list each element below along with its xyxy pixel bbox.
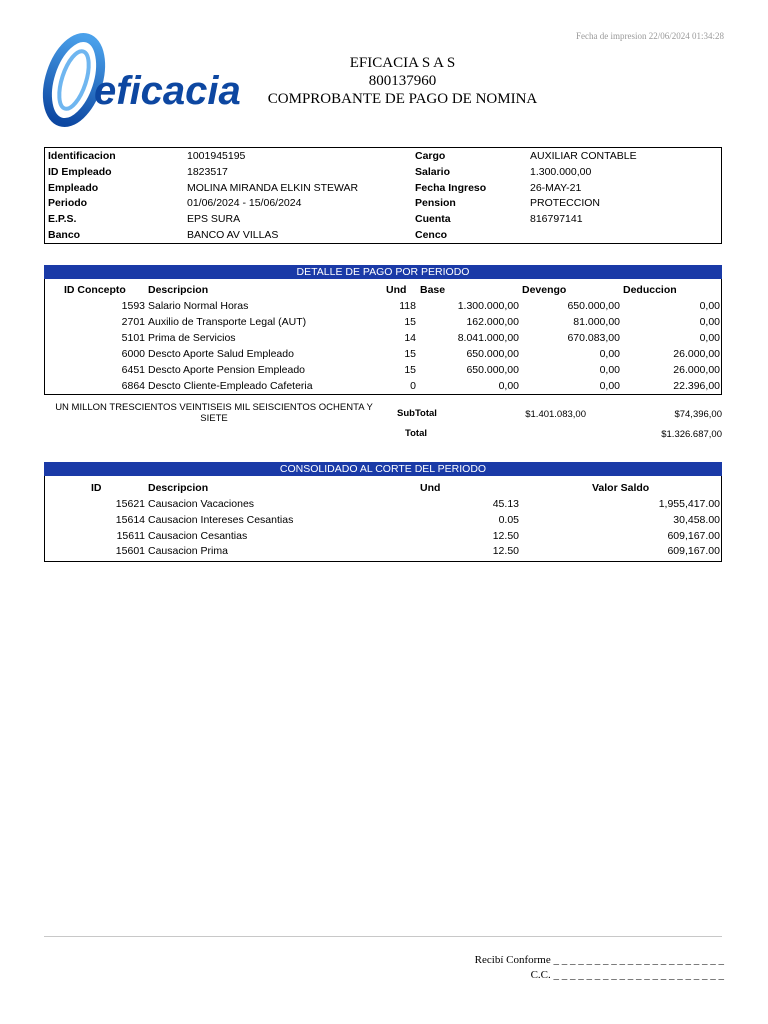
detail-section-header: DETALLE DE PAGO POR PERIODO <box>44 265 722 279</box>
table-row <box>45 314 721 330</box>
col-header-id: ID <box>91 482 102 494</box>
col-header-id: ID Concepto <box>64 284 126 296</box>
signature-cc-line: C.C. _ _ _ _ _ _ _ _ _ _ _ _ _ _ _ _ _ _ _ _ _ <box>530 969 724 981</box>
info-value: 816797141 <box>530 213 583 225</box>
cell-id: 15621 <box>115 498 145 510</box>
cell-deduccion: 26.000,00 <box>673 348 720 360</box>
subtotal-devengo: $1.401.083,00 <box>525 409 586 420</box>
total-value: $1.326.687,00 <box>661 429 722 440</box>
info-row <box>45 180 721 196</box>
info-label: Identificacion <box>48 150 116 162</box>
cell-id: 15614 <box>115 514 145 526</box>
col-header-valor-saldo: Valor Saldo <box>592 482 650 494</box>
col-header-und: Und <box>420 482 441 494</box>
cell-devengo: 0,00 <box>599 380 620 392</box>
info-value: BANCO AV VILLAS <box>187 229 279 241</box>
cell-desc: Descto Aporte Salud Empleado <box>148 348 294 360</box>
cell-id: 15611 <box>116 530 145 542</box>
cell-desc: Descto Aporte Pension Empleado <box>148 364 306 376</box>
cell-und: 0 <box>410 380 416 392</box>
company-nit: 800137960 <box>368 73 437 89</box>
amount-in-words: UN MILLON TRESCIENTOS VEINTISEIS MIL SEISCIENTOS OCHENTA Y SIETE <box>55 402 373 424</box>
col-header-devengo: Devengo <box>522 284 567 296</box>
table-row <box>45 362 721 378</box>
cell-deduccion: 26.000,00 <box>673 364 720 376</box>
info-row <box>45 148 721 164</box>
print-date: Fecha de impresion 22/06/2024 01:34:28 <box>576 31 724 41</box>
info-label: Cuenta <box>415 213 451 225</box>
cell-id: 2701 <box>121 316 145 328</box>
info-value: EPS SURA <box>187 213 241 225</box>
table-row <box>45 496 721 512</box>
employee-info-box <box>44 147 722 244</box>
cell-desc: Causacion Cesantias <box>148 530 248 542</box>
cell-base: 162.000,00 <box>466 316 519 328</box>
cell-und: 45.13 <box>492 498 519 510</box>
cell-valor-saldo: 609,167.00 <box>667 545 720 557</box>
cell-base: 650.000,00 <box>466 348 519 360</box>
cell-deduccion: 0,00 <box>699 332 720 344</box>
cell-und: 0.05 <box>498 514 519 526</box>
cell-devengo: 670.083,00 <box>567 332 620 344</box>
cell-und: 12.50 <box>492 530 519 542</box>
cell-und: 12.50 <box>492 545 519 557</box>
cell-id: 1593 <box>121 300 145 312</box>
cell-desc: Causacion Prima <box>148 545 228 557</box>
cell-valor-saldo: 1,955,417.00 <box>658 498 720 510</box>
cell-valor-saldo: 30,458.00 <box>673 514 720 526</box>
cell-base: 0,00 <box>498 380 519 392</box>
cell-id: 6451 <box>121 364 145 376</box>
info-value: 1001945195 <box>187 150 246 162</box>
cell-und: 15 <box>404 364 416 376</box>
cell-devengo: 81.000,00 <box>573 316 620 328</box>
cell-devengo: 0,00 <box>599 364 620 376</box>
info-label: Periodo <box>48 197 88 209</box>
total-label: Total <box>405 428 427 439</box>
table-row <box>45 346 721 362</box>
table-row <box>45 378 721 394</box>
info-label: Banco <box>48 229 81 241</box>
table-row <box>45 528 721 544</box>
cell-und: 118 <box>399 300 416 312</box>
document-title: COMPROBANTE DE PAGO DE NOMINA <box>267 91 538 107</box>
cell-base: 1.300.000,00 <box>457 300 519 312</box>
cell-deduccion: 0,00 <box>699 300 720 312</box>
cell-desc: Causacion Intereses Cesantias <box>148 514 294 526</box>
info-value: 1823517 <box>187 166 228 178</box>
info-value: 26-MAY-21 <box>530 182 582 194</box>
info-value: PROTECCION <box>530 197 601 209</box>
subtotal-label: SubTotal <box>397 408 437 419</box>
cell-base: 650.000,00 <box>466 364 519 376</box>
table-row <box>45 330 721 346</box>
cell-base: 8.041.000,00 <box>457 332 519 344</box>
info-row <box>45 211 721 227</box>
cell-und: 15 <box>404 316 416 328</box>
cell-id: 15601 <box>115 545 145 557</box>
cell-id: 6864 <box>121 380 145 392</box>
table-row <box>45 298 721 314</box>
detail-header-row <box>45 282 721 298</box>
cell-id: 6000 <box>121 348 145 360</box>
cell-valor-saldo: 609,167.00 <box>667 530 720 542</box>
cell-desc: Causacion Vacaciones <box>148 498 255 510</box>
table-row <box>45 512 721 528</box>
cell-und: 15 <box>404 348 416 360</box>
info-value: MOLINA MIRANDA ELKIN STEWAR <box>187 182 359 194</box>
col-header-und: Und <box>386 284 407 296</box>
cell-und: 14 <box>404 332 416 344</box>
cell-devengo: 0,00 <box>599 348 620 360</box>
cell-desc: Auxilio de Transporte Legal (AUT) <box>148 316 307 328</box>
info-label: Fecha Ingreso <box>415 182 487 194</box>
col-header-desc: Descripcion <box>148 482 209 494</box>
info-label: Salario <box>415 166 451 178</box>
detail-table <box>44 279 722 395</box>
info-label: ID Empleado <box>48 166 112 178</box>
company-name: EFICACIA S A S <box>349 55 456 71</box>
info-label: Cenco <box>415 229 448 241</box>
table-row <box>45 543 721 559</box>
consolidated-table <box>44 476 722 562</box>
info-label: Empleado <box>48 182 99 194</box>
col-header-desc: Descripcion <box>148 284 209 296</box>
cell-desc: Descto Cliente-Empleado Cafeteria <box>148 380 313 392</box>
cell-deduccion: 0,00 <box>699 316 720 328</box>
logo-wordmark: eficacia <box>94 69 241 113</box>
info-label: E.P.S. <box>48 213 77 225</box>
consolidated-header-row <box>45 480 721 496</box>
info-value: 1.300.000,00 <box>530 166 592 178</box>
cell-desc: Prima de Servicios <box>148 332 236 344</box>
info-row <box>45 195 721 211</box>
cell-deduccion: 22.396,00 <box>673 380 720 392</box>
info-row <box>45 164 721 180</box>
subtotal-deduccion: $74,396,00 <box>674 409 722 420</box>
col-header-base: Base <box>420 284 446 296</box>
info-value: AUXILIAR CONTABLE <box>530 150 637 162</box>
cell-id: 5101 <box>121 332 145 344</box>
col-header-deduccion: Deduccion <box>623 284 677 296</box>
cell-devengo: 650.000,00 <box>567 300 620 312</box>
cell-desc: Salario Normal Horas <box>148 300 249 312</box>
signature-received-line: Recibí Conforme _ _ _ _ _ _ _ _ _ _ _ _ _ _ _ _ _ _ _ _ _ <box>474 954 724 966</box>
info-value: 01/06/2024 - 15/06/2024 <box>187 197 302 209</box>
company-logo <box>44 34 241 130</box>
footer-divider <box>44 936 722 937</box>
info-row <box>45 227 721 243</box>
info-label: Pension <box>415 197 456 209</box>
consolidated-section-header: CONSOLIDADO AL CORTE DEL PERIODO <box>44 462 722 476</box>
info-label: Cargo <box>415 150 446 162</box>
